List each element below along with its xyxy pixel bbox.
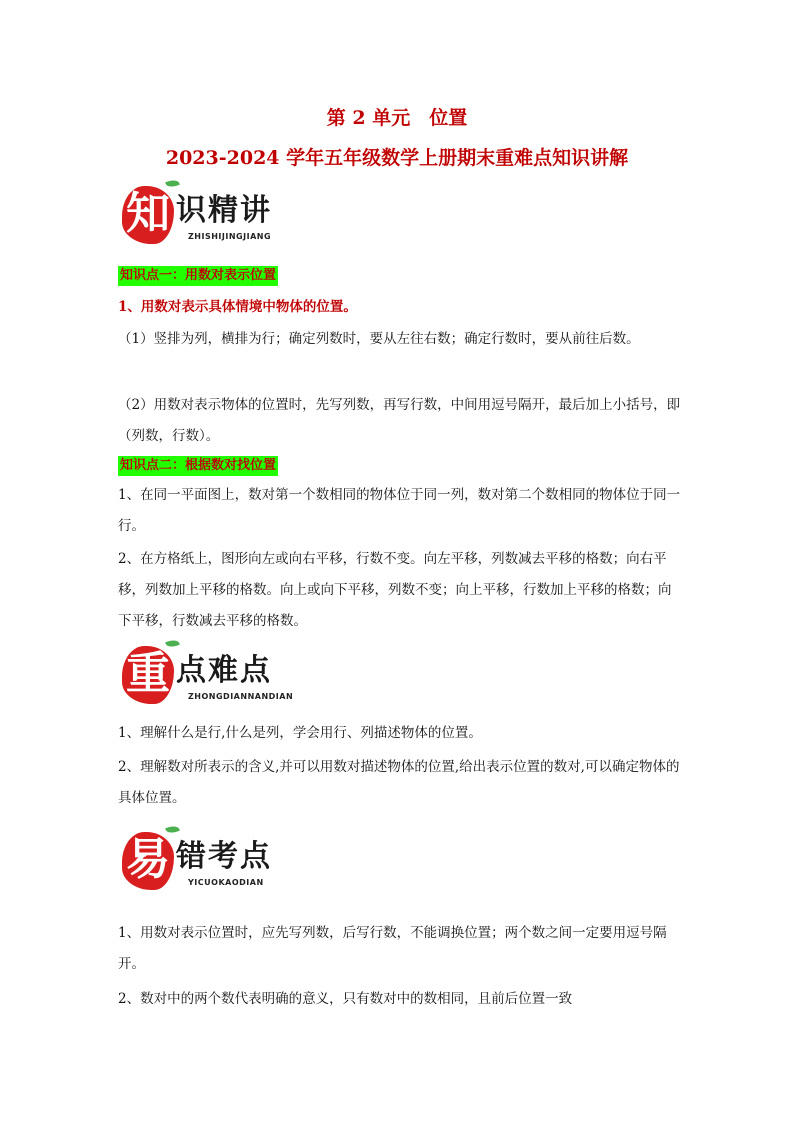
banner-title: 错考点: [176, 839, 272, 874]
banner-title: 识精讲: [176, 193, 272, 228]
unit-title: 第 2 单元 位置: [326, 107, 468, 129]
knowledge-subheading-1: 1、用数对表示具体情境中物体的位置。: [118, 299, 357, 315]
paragraph: 2、理解数对所表示的含义,并可以用数对描述物体的位置,给出表示位置的数对,可以确定物体的具体位置。: [118, 759, 680, 806]
seal-character: 重: [126, 648, 170, 699]
seal-character: 易: [126, 834, 170, 885]
knowledge-heading-1: 知识点一：用数对表示位置: [118, 266, 278, 286]
seal-character: 知: [126, 188, 170, 239]
banner-pinyin: YICUOKAODIAN: [188, 878, 264, 887]
paragraph: 2、在方格纸上，图形向左或向右平移，行数不变。向左平移，列数减去平移的格数；向右平移，列数加上平移的格数。向上或向下平移，列数不变；向上平移，行数加上平移的格数；向下平移，行数减去平移的格数。: [118, 551, 672, 629]
paragraph: 1、用数对表示位置时，应先写列数，后写行数，不能调换位置；两个数之间一定要用逗号隔开。: [118, 925, 667, 972]
paragraph: 1、在同一平面图上，数对第一个数相同的物体位于同一列，数对第二个数相同的物体位于同一行。: [118, 487, 681, 534]
paragraph: （1）竖排为列，横排为行；确定列数时，要从左往右数；确定行数时，要从前往后数。: [118, 331, 640, 347]
paragraph: （2）用数对表示物体的位置时，先写列数，再写行数，中间用逗号隔开，最后加上小括号，即（列数，行数）。: [118, 397, 681, 444]
banner-pinyin: ZHISHIJINGJIANG: [188, 232, 272, 241]
knowledge-heading-2: 知识点二：根据数对找位置: [118, 456, 278, 476]
banner-title: 点难点: [176, 653, 272, 688]
paragraph: 2、数对中的两个数代表明确的意义，只有数对中的数相同，且前后位置一致: [118, 991, 573, 1007]
document-title: 2023-2024 学年五年级数学上册期末重难点知识讲解: [165, 147, 629, 169]
paragraph: 1、理解什么是行,什么是列，学会用行、列描述物体的位置。: [118, 725, 482, 741]
banner-pinyin: ZHONGDIANNANDIAN: [188, 692, 294, 701]
